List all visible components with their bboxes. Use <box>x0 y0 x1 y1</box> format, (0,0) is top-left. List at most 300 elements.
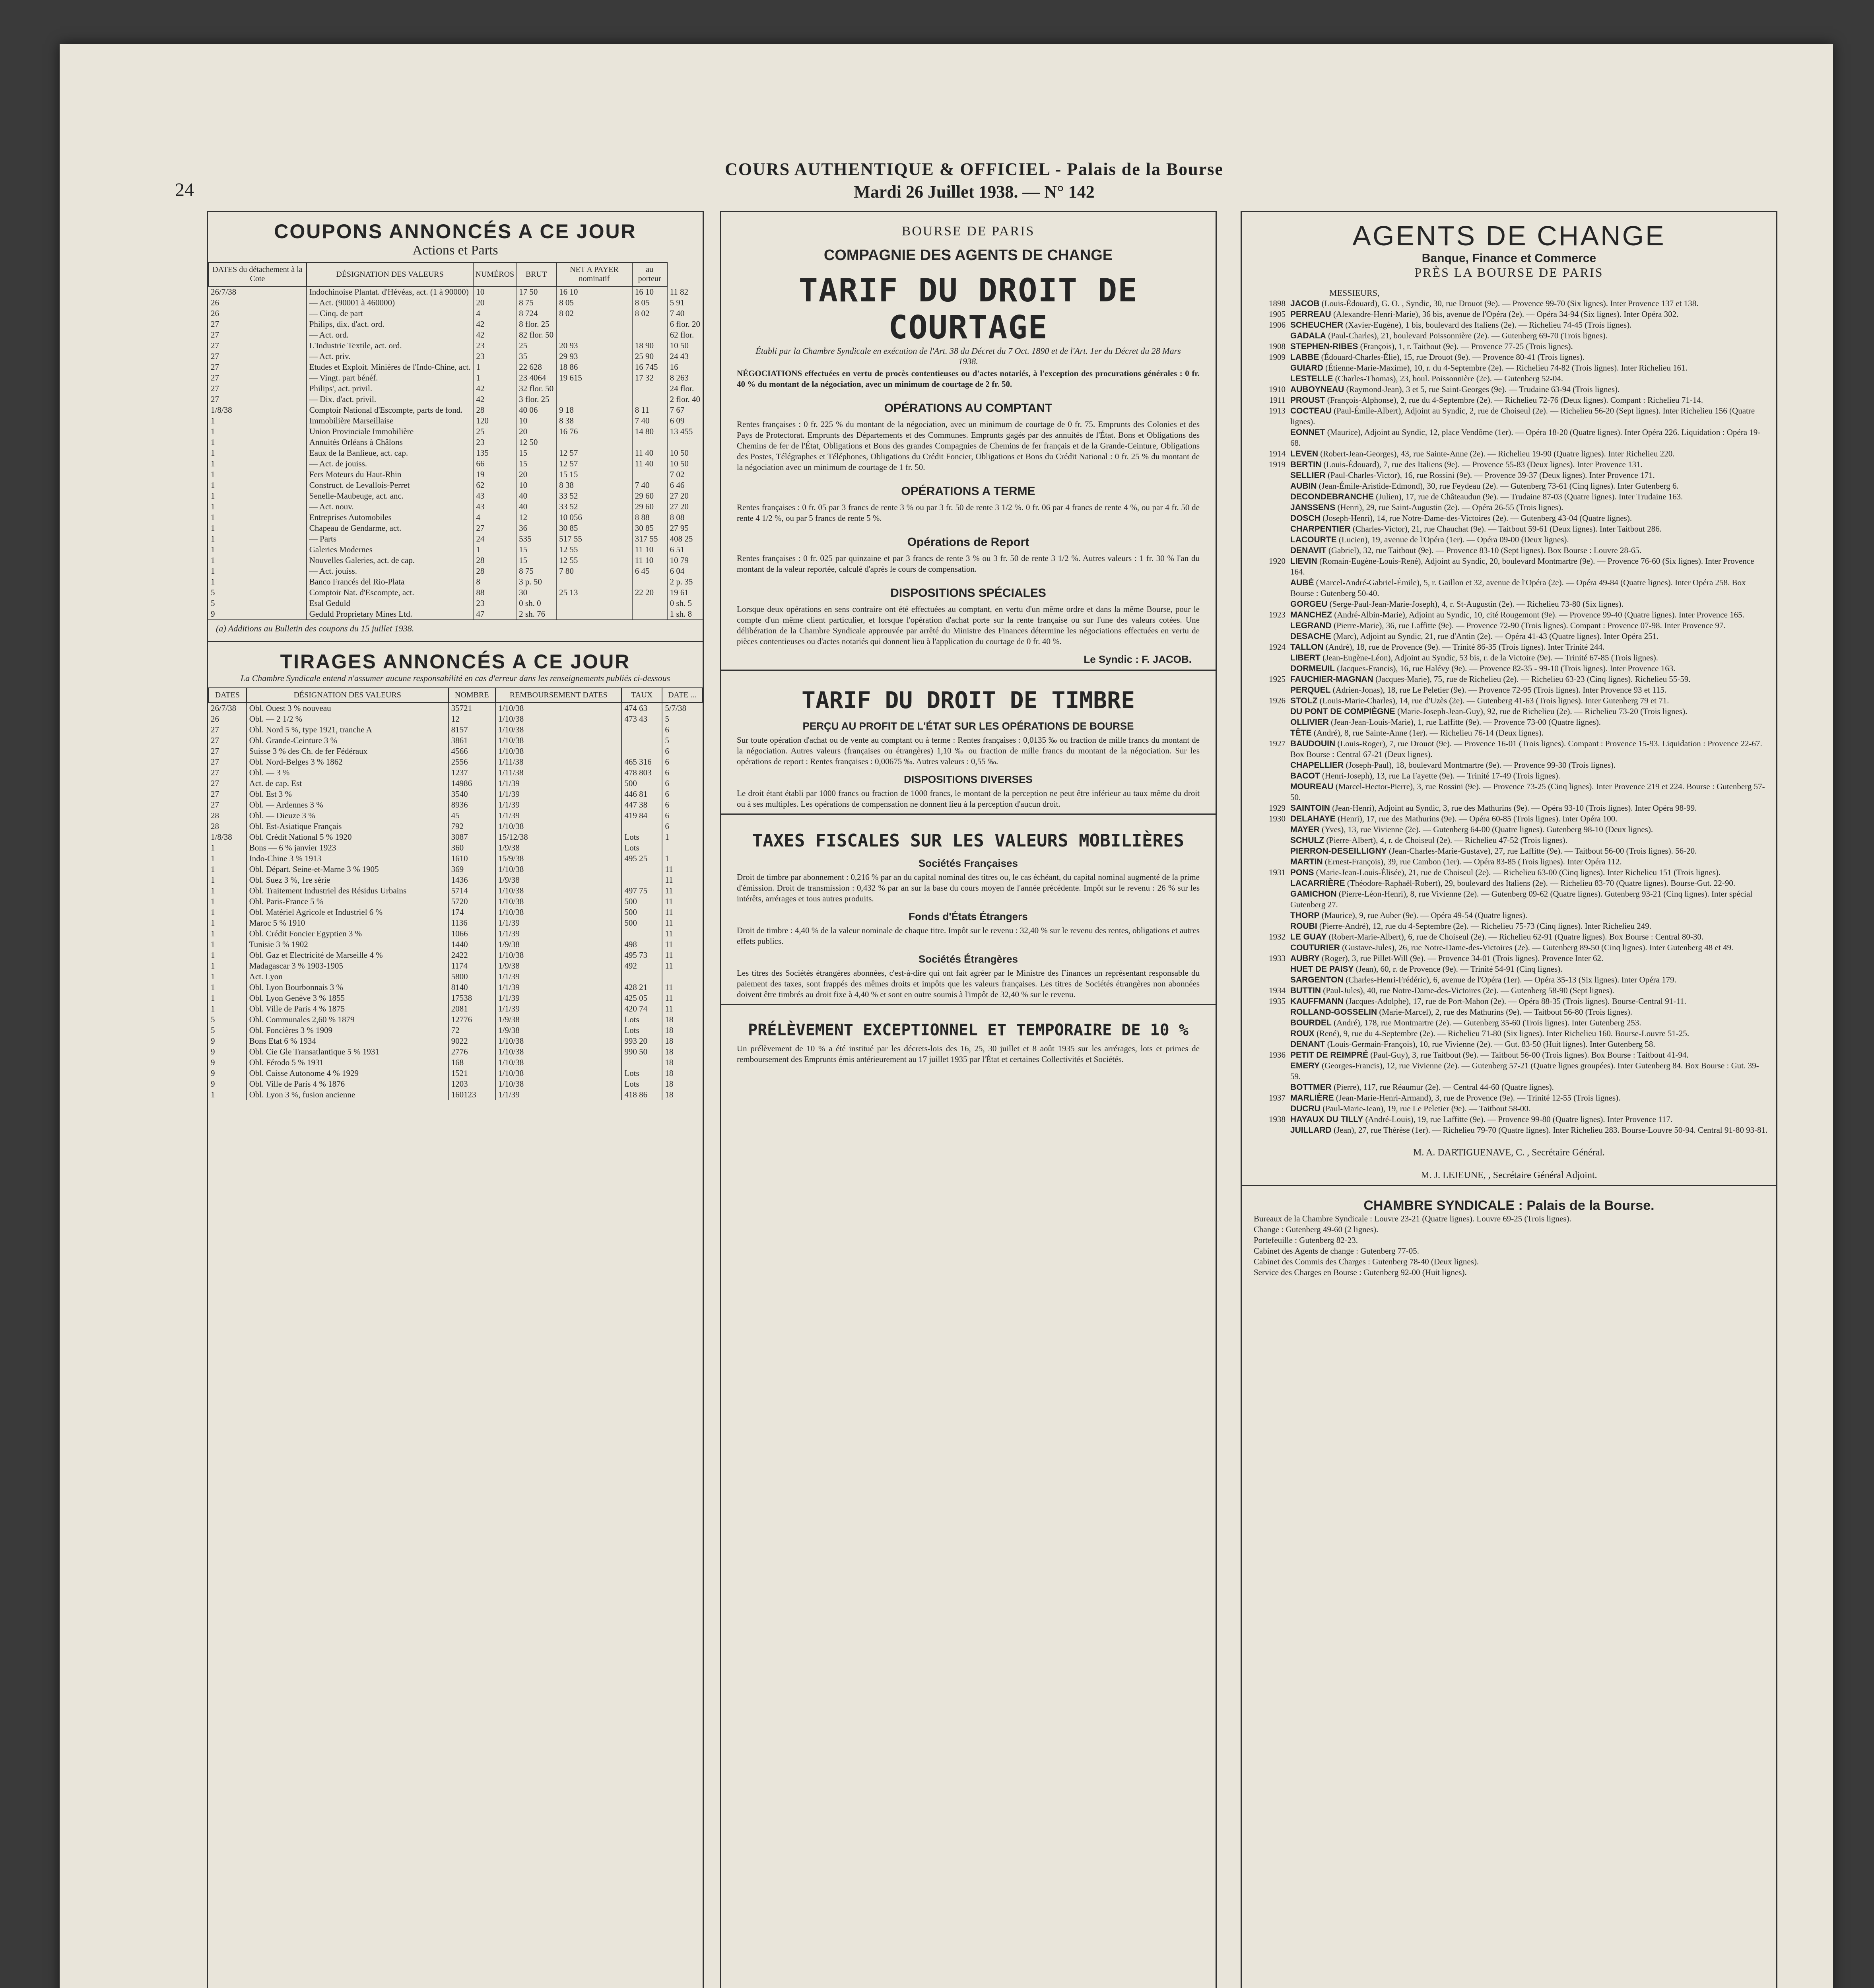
agent-name: AUBOYNEAU <box>1290 385 1344 394</box>
table-cell: 29 60 <box>632 501 667 512</box>
agent-entry <box>1290 1028 1776 1039</box>
table-cell: 1/1/39 <box>495 928 621 939</box>
table-cell: 1 <box>662 832 702 843</box>
agent-entry <box>1290 1060 1776 1082</box>
table-cell: 1 <box>211 427 215 436</box>
agent-year <box>1242 470 1290 481</box>
agent-name: OLLIVIER <box>1290 718 1329 727</box>
table-row <box>208 724 702 735</box>
list-item <box>1242 577 1776 599</box>
list-item <box>1242 448 1776 459</box>
masthead-title: COURS AUTHENTIQUE & OFFICIEL - Palais de la Bourse <box>725 159 1223 179</box>
table-cell: 1/1/39 <box>495 810 621 821</box>
agents-list <box>1242 298 1776 1136</box>
list-item <box>1242 964 1776 975</box>
table-cell: 12 55 <box>556 555 632 566</box>
table-cell: 11 <box>662 907 702 918</box>
table-cell: 465 316 <box>621 757 662 767</box>
table-cell: 12 <box>449 714 496 724</box>
table-cell: — Act. jouiss. <box>307 566 474 577</box>
chambre-line: Service des Charges en Bourse : Gutenberg 92-00 (Huit lignes). <box>1254 1268 1467 1277</box>
agent-entry <box>1290 695 1776 706</box>
table-cell: 135 <box>473 448 516 458</box>
agent-entry <box>1290 309 1776 320</box>
table-cell: Annuités Orléans à Châlons <box>307 437 474 448</box>
table-cell: 5 <box>211 1015 215 1024</box>
table-row <box>208 843 702 853</box>
table-cell: 28 <box>473 555 516 566</box>
table-cell: 990 50 <box>621 1046 662 1057</box>
divider <box>721 670 1216 671</box>
table-cell: — Act. de jouiss. <box>307 458 474 469</box>
list-item <box>1242 706 1776 717</box>
agent-year <box>1242 1007 1290 1017</box>
agent-entry <box>1290 728 1776 738</box>
table-cell: Lots <box>621 843 662 853</box>
table-cell: 27 <box>211 362 219 372</box>
table-row <box>208 1068 702 1079</box>
agent-details: (Jean-Émile-Aristide-Edmond), 30, rue Feydeau (2e). — Gutenberg 73-61 (Cinq lignes). Inter Gutenberg 6. <box>1319 481 1679 491</box>
list-item <box>1242 867 1776 878</box>
table-cell <box>662 843 702 853</box>
table-cell: 419 84 <box>621 810 662 821</box>
table-cell: 17 50 <box>516 286 556 297</box>
table-cell: 1/1/39 <box>495 971 621 982</box>
agent-name: PIERRON-DESEILLIGNY <box>1290 846 1387 856</box>
agent-details: (Robert-Jean-Georges), 43, rue Sainte-Anne (2e). — Richelieu 19-90 (Quatre lignes). Inter Richelieu 220. <box>1320 449 1675 458</box>
table-cell: 29 60 <box>632 491 667 501</box>
table-cell: 7 67 <box>667 405 703 415</box>
agent-name: BOURDEL <box>1290 1018 1332 1027</box>
table-row <box>208 1046 702 1057</box>
table-cell: 418 86 <box>621 1089 662 1100</box>
list-item <box>1242 298 1776 309</box>
table-cell: 35721 <box>449 703 496 714</box>
table-cell: 12 <box>516 512 556 523</box>
table-cell: Obl. Paris-France 5 % <box>247 896 449 907</box>
agent-details: (Charles-Henri-Frédéric), 6, avenue de l'Opéra (1er). — Opéra 35-13 (Six lignes). Inter Opéra 179. <box>1346 975 1676 984</box>
table-cell: 1 <box>211 1004 215 1013</box>
table-cell: 1/10/38 <box>495 746 621 757</box>
table-cell: Obl. Caisse Autonome 4 % 1929 <box>247 1068 449 1079</box>
section-text: Rentes françaises : 0 fr. 05 par 3 francs de rente 3 % ou par 3 fr. 50 de rente 3 1/2 %. 0 fr. 06 par 4 francs de rente 4 %, ou par 4 fr. 50 de rente 4 1/2 %, ou par 5 francs de rente 5 %. <box>737 503 1200 523</box>
agent-name: PERREAU <box>1290 310 1331 319</box>
table-cell: 8157 <box>449 724 496 735</box>
agent-entry <box>1290 470 1776 481</box>
agent-year <box>1242 1125 1290 1136</box>
list-item <box>1242 889 1776 910</box>
agent-details: (Julien), 17, rue de Châteaudun (9e). — Trudaine 87-03 (Quatre lignes). Inter Trudaine 163. <box>1376 492 1683 501</box>
agent-year <box>1242 921 1290 932</box>
courtage-subtitle: Établi par la Chambre Syndicale en exécution de l'Art. 38 du Décret du 7 Oct. 1890 et de l'Art. 1er du Décret du 28 Mars 1938. <box>755 346 1181 366</box>
table-cell: Lots <box>621 1079 662 1089</box>
table-cell: 23 <box>473 340 516 351</box>
agent-name: LEVEN <box>1290 449 1319 458</box>
agent-year: 1908 <box>1269 342 1286 351</box>
agent-details: (Louis-Édouard), G. O. , Syndic, 30, rue Drouot (9e). — Provence 99-70 (Six lignes). Inter Provence 137 et 138. <box>1321 299 1699 308</box>
agent-year <box>1242 975 1290 985</box>
table-row <box>208 448 703 458</box>
agent-details: (Maurice), Adjoint au Syndic, 12, place Vendôme (1er). — Opéra 18-20 (Quatre lignes). Inter Opéra 226. Liquidation : Opéra 19-68. <box>1290 427 1761 448</box>
table-cell: 17 32 <box>632 373 667 383</box>
section-heading: Opérations de Report <box>907 536 1029 549</box>
agent-name: MANCHEZ <box>1290 610 1332 619</box>
table-cell: 1 <box>211 523 215 533</box>
table-cell: 12 55 <box>556 544 632 555</box>
table-cell: 1 <box>211 897 215 906</box>
table-cell: 23 <box>473 437 516 448</box>
list-item <box>1242 985 1776 996</box>
list-item <box>1242 803 1776 813</box>
agent-name: TALLON <box>1290 643 1324 652</box>
table-cell: 1 <box>211 854 215 863</box>
agent-details: (André-Albin-Marie), Adjoint au Syndic, 10, cité Rougemont (9e). — Provence 99-40 (Quatre lignes). Inter Provence 165. <box>1334 610 1744 619</box>
table-cell: 42 <box>473 319 516 330</box>
list-item <box>1242 320 1776 330</box>
agent-details: (Louis-Roger), 7, rue Drouot (9e). — Provence 16-01 (Trois lignes). Compant : Provence 15-93. Liquidation : Provence 22-67. Box Bourse : Central 67-21 (Deux lignes). <box>1290 739 1762 759</box>
agent-details: (Pierre-Marie), 36, rue Laffitte (9e). — Provence 72-90 (Trois lignes). Compant : Provence 07-98. Inter Provence 97. <box>1334 621 1726 630</box>
table-row <box>208 875 702 885</box>
column-header: DATES du détachement à la Cote <box>208 262 307 286</box>
agent-year <box>1242 824 1290 835</box>
agent-name: STEPHEN-RIBES <box>1290 342 1358 351</box>
table-cell: 1/10/38 <box>495 1057 621 1068</box>
table-cell: 7 40 <box>632 415 667 426</box>
table-cell <box>621 1057 662 1068</box>
table-cell: Obl. — Ardennes 3 % <box>247 800 449 810</box>
table-cell: 72 <box>449 1025 496 1036</box>
table-cell: 1 <box>211 907 215 917</box>
table-cell <box>621 875 662 885</box>
table-cell: 1/9/38 <box>495 843 621 853</box>
table-row <box>208 703 702 714</box>
table-cell: 498 <box>621 939 662 950</box>
list-item <box>1242 642 1776 652</box>
agent-year <box>1242 1017 1290 1028</box>
list-item <box>1242 610 1776 620</box>
table-cell: Eaux de la Banlieue, act. cap. <box>307 448 474 458</box>
table-cell: 15 <box>516 555 556 566</box>
courtage-title: TARIF DU DROIT DE COURTAGE <box>798 272 1138 346</box>
agent-year <box>1242 502 1290 513</box>
list-item <box>1242 373 1776 384</box>
table-cell: 3087 <box>449 832 496 843</box>
agent-entry <box>1290 610 1776 620</box>
agent-entry <box>1290 481 1776 491</box>
table-row <box>208 767 702 778</box>
table-cell: 6 51 <box>667 544 703 555</box>
table-cell: 1 <box>211 545 215 554</box>
agent-name: BERTIN <box>1290 460 1322 469</box>
table-cell: 12 57 <box>556 448 632 458</box>
table-cell: 3 flor. 25 <box>516 394 556 405</box>
table-row <box>208 544 703 555</box>
table-cell: Obl. Départ. Seine-et-Marne 3 % 1905 <box>247 864 449 875</box>
table-cell: 1 <box>211 972 215 981</box>
agent-name: HAYAUX DU TILLY <box>1290 1115 1363 1124</box>
agent-name: PROUST <box>1290 396 1325 405</box>
agent-name: FAUCHIER-MAGNAN <box>1290 675 1373 684</box>
table-row <box>208 1025 702 1036</box>
agent-year: 1925 <box>1269 674 1286 684</box>
list-item <box>1242 856 1776 867</box>
list-item <box>1242 427 1776 448</box>
table-cell: 1 <box>211 513 215 522</box>
courtage-signature: Le Syndic : F. JACOB. <box>1084 653 1192 665</box>
table-cell: 27 20 <box>667 491 703 501</box>
table-cell: 27 <box>211 341 219 350</box>
agent-name: PONS <box>1290 868 1314 877</box>
table-cell: 2081 <box>449 1004 496 1014</box>
table-cell: 27 <box>211 725 219 734</box>
table-cell: 1/11/38 <box>495 767 621 778</box>
table-cell: 25 <box>516 340 556 351</box>
column-header: TAUX <box>621 688 662 703</box>
table-cell: 16 745 <box>632 362 667 373</box>
table-cell: 28 <box>473 405 516 415</box>
table-row <box>208 362 703 373</box>
prelevement-text: Un prélèvement de 10 % a été institué par les décrets-lois des 16, 25, 30 juillet et 8 août 1935 sur les arrérages, lots et primes de remboursement des Emprunts émis antérieurement au 17 juillet 1935 par l'État et certaines Collectivités et Sociétés. <box>737 1044 1200 1064</box>
table-row <box>208 319 703 330</box>
table-row <box>208 373 703 383</box>
table-cell: 1136 <box>449 918 496 928</box>
company-heading: COMPAGNIE DES AGENTS DE CHANGE <box>823 247 1113 264</box>
agent-name: DORMEUIL <box>1290 664 1335 673</box>
agent-entry <box>1290 502 1776 513</box>
agent-entry <box>1290 448 1776 459</box>
agent-details: (Adrien-Jonas), 18, rue Le Peletier (9e). — Provence 72-95 (Trois lignes). Inter Provence 93 et 115. <box>1332 685 1667 695</box>
table-cell <box>621 821 662 832</box>
agent-year: 1906 <box>1269 320 1286 330</box>
table-cell: 6 <box>662 821 702 832</box>
table-cell: 1 <box>211 448 215 458</box>
table-cell: 27 <box>211 394 219 404</box>
table-cell: 1/1/39 <box>495 982 621 993</box>
timbre-subtitle: PERÇU AU PROFIT DE L'ÉTAT SUR LES OPÉRATIONS DE BOURSE <box>802 720 1134 732</box>
agent-name: DENANT <box>1290 1040 1325 1049</box>
table-cell: 12776 <box>449 1014 496 1025</box>
table-cell: Indochinoise Plantat. d'Hévéas, act. (1 à 90000) <box>307 286 474 297</box>
table-cell: 6 46 <box>667 480 703 491</box>
table-cell: Chapeau de Gendarme, act. <box>307 523 474 534</box>
table-cell: Lots <box>621 1025 662 1036</box>
table-cell <box>621 928 662 939</box>
agent-name: SCHEUCHER <box>1290 320 1344 330</box>
table-cell: Maroc 5 % 1910 <box>247 918 449 928</box>
agent-details: (Marie-Marcel), 2, rue des Mathurins (9e). — Taitbout 56-80 (Trois lignes). <box>1379 1007 1632 1017</box>
table-cell: 317 55 <box>632 534 667 544</box>
agent-year: 1920 <box>1269 556 1286 566</box>
table-cell: Obl. Communales 2,60 % 1879 <box>247 1014 449 1025</box>
agent-year: 1926 <box>1269 696 1286 705</box>
table-cell: 792 <box>449 821 496 832</box>
taxes-s3-text: Les titres des Sociétés étrangères abonnées, c'est-à-dire qui ont fait agréer par le Ministre des Finances un représentant responsable du paiement des taxes, sont frappés des mêmes droits et impôts que les valeurs françaises. Les titres de Sociétés étrangères non abonnées doivent être timbrés au droit fixe à 4,40 % et sont en outre soumis à l'impôt de 32,40 % sur le revenu. <box>737 968 1200 999</box>
table-cell: 10 056 <box>556 512 632 523</box>
agent-entry <box>1290 674 1776 685</box>
agent-name: SAINTOIN <box>1290 804 1330 813</box>
agents-pres: PRÈS LA BOURSE DE PARIS <box>1414 265 1604 280</box>
list-item <box>1242 781 1776 803</box>
table-cell: L'Industrie Textile, act. ord. <box>307 340 474 351</box>
courtage-intro: NÉGOCIATIONS effectuées en vertu de procès contentieuses ou d'actes notariés, à l'exception des procurations générales : 0 fr. 40 % du montant de la négociation, avec un minimum de courtage de 2 fr. 50. <box>737 369 1200 389</box>
agent-entry <box>1290 813 1776 824</box>
table-cell: 6 <box>662 767 702 778</box>
table-cell: 10 79 <box>667 555 703 566</box>
list-item <box>1242 1093 1776 1103</box>
table-cell: 8 724 <box>516 308 556 319</box>
table-cell: 18 <box>662 1014 702 1025</box>
coupons-title: COUPONS ANNONCÉS A CE JOUR <box>274 220 637 243</box>
agent-year <box>1242 620 1290 631</box>
table-cell: 6 04 <box>667 566 703 577</box>
table-cell: 10 <box>473 286 516 297</box>
masthead-date: Mardi 26 Juillet 1938. — N° 142 <box>854 182 1095 202</box>
table-cell: 1/1/39 <box>495 800 621 810</box>
table-cell: 1 <box>211 843 215 852</box>
list-item <box>1242 695 1776 706</box>
table-cell: 23 4064 <box>516 373 556 383</box>
agent-year <box>1242 330 1290 341</box>
table-cell: Geduld Proprietary Mines Ltd. <box>307 609 474 619</box>
agent-name: CHARPENTIER <box>1290 524 1351 534</box>
agent-entry <box>1290 599 1776 610</box>
divider <box>721 1004 1216 1005</box>
table-row <box>208 598 703 609</box>
table-row <box>208 918 702 928</box>
table-cell: 1/9/38 <box>495 875 621 885</box>
table-cell: Obl. Grande-Ceinture 3 % <box>247 735 449 746</box>
table-row <box>208 950 702 961</box>
agent-year: 1913 <box>1269 406 1286 415</box>
table-row <box>208 821 702 832</box>
agent-details: (Joseph-Paul), 18, boulevard Montmartre (9e). — Provence 99-30 (Trois lignes). <box>1346 760 1616 770</box>
agent-name: TÊTE <box>1290 728 1312 738</box>
agent-entry <box>1290 781 1776 803</box>
table-cell: 18 <box>662 1036 702 1046</box>
table-cell: Union Provinciale Immobilière <box>307 426 474 437</box>
agent-year <box>1242 631 1290 642</box>
table-cell: 8 88 <box>632 512 667 523</box>
agent-entry <box>1290 921 1776 932</box>
agent-entry <box>1290 942 1776 953</box>
table-cell: 1 <box>662 853 702 864</box>
table-cell: 11 40 <box>632 448 667 458</box>
agent-details: (Jacques-Francis), 16, rue Halévy (9e). — Provence 82-35 - 99-10 (Trois lignes). Inter Provence 163. <box>1337 664 1676 673</box>
agent-entry <box>1290 803 1776 813</box>
agent-details: (André), 178, rue Montmartre (2e). — Gutenberg 35-60 (Trois lignes). Inter Gutenberg 253. <box>1334 1018 1641 1027</box>
agent-details: (Jean-Eugène-Léon), Adjoint au Syndic, 53 bis, r. de la Victoire (9e). — Trinité 67-85 (Trois lignes). <box>1322 653 1658 662</box>
table-cell: 1 <box>211 929 215 938</box>
table-cell: 1 <box>211 491 215 501</box>
table-cell: 9 18 <box>556 405 632 415</box>
table-cell: 1 <box>211 566 215 576</box>
chambre-line: Portefeuille : Gutenberg 82-23. <box>1254 1235 1358 1245</box>
chambre-line: Cabinet des Commis des Charges : Gutenberg 78-40 (Deux lignes). <box>1254 1257 1479 1266</box>
agent-entry <box>1290 524 1776 534</box>
table-row <box>208 971 702 982</box>
table-cell: 15 <box>516 458 556 469</box>
agent-details: (Paul-Charles-Victor), 16, rue Rossini (9e). — Provence 39-37 (Deux lignes). Inter Provence 171. <box>1327 470 1655 480</box>
table-cell: Obl. Suez 3 %, 1re série <box>247 875 449 885</box>
table-cell: 1/10/38 <box>495 821 621 832</box>
list-item <box>1242 406 1776 427</box>
table-cell: 66 <box>473 458 516 469</box>
agent-details: (Lucien), 19, avenue de l'Opéra (1er). — Opéra 09-00 (Deux lignes). <box>1338 535 1569 544</box>
table-cell: 9 <box>211 609 215 619</box>
table-cell: 1 <box>211 470 215 479</box>
list-item <box>1242 502 1776 513</box>
section-heading: DISPOSITIONS SPÉCIALES <box>890 586 1046 600</box>
table-cell: 1 <box>211 864 215 874</box>
table-cell: 42 <box>473 330 516 340</box>
agent-entry <box>1290 373 1776 384</box>
list-item <box>1242 835 1776 846</box>
table-cell: 1/10/38 <box>495 714 621 724</box>
table-cell: Lots <box>621 832 662 843</box>
agent-year <box>1242 942 1290 953</box>
list-item <box>1242 878 1776 889</box>
table-cell: 32 flor. 50 <box>516 383 556 394</box>
table-row <box>208 1079 702 1089</box>
masthead <box>676 159 1272 202</box>
list-item <box>1242 813 1776 824</box>
table-cell: 24 <box>473 534 516 544</box>
table-cell: 0 sh. 0 <box>516 598 556 609</box>
table-cell: 5800 <box>449 971 496 982</box>
agent-name: ROLLAND-GOSSELIN <box>1290 1008 1377 1017</box>
table-cell: — Parts <box>307 534 474 544</box>
table-cell: 11 <box>662 896 702 907</box>
agent-entry <box>1290 1017 1776 1028</box>
agent-year <box>1242 1039 1290 1050</box>
agent-details: (André), 8, rue Sainte-Anne (1er). — Richelieu 76-14 (Deux lignes). <box>1313 728 1544 738</box>
agent-entry <box>1290 824 1776 835</box>
agent-details: (Pierre-André), 12, rue du 4-Septembre (2e). — Richelieu 75-73 (Cinq lignes). Inter Richelieu 249. <box>1319 921 1652 931</box>
agent-details: (François), 1, r. Taitbout (9e). — Provence 77-25 (Trois lignes). <box>1360 342 1573 351</box>
table-cell: 33 52 <box>556 491 632 501</box>
agent-year <box>1242 491 1290 502</box>
table-cell: 1436 <box>449 875 496 885</box>
taxes-s2-text: Droit de timbre : 4,40 % de la valeur nominale de chaque titre. Impôt sur le revenu : 32,40 % sur le revenu des rentes, obligations et autres effets publics. <box>737 926 1200 946</box>
agent-details: (Marcel-André-Gabriel-Émile), 5, r. Gaillon et 32, avenue de l'Opéra (2e). — Opéra 49-84 (Quatre lignes). Inter Opéra 258. Box Bourse : Gutenberg 50-40. <box>1290 578 1746 598</box>
table-cell: 40 06 <box>516 405 556 415</box>
agent-entry <box>1290 932 1776 942</box>
table-cell: Immobilière Marseillaise <box>307 415 474 426</box>
agent-details: (Ernest-François), 39, rue Cambon (1er). — Opéra 83-85 (Trois lignes). Inter Opéra 112. <box>1324 857 1622 866</box>
table-row <box>208 853 702 864</box>
agent-name: DELAHAYE <box>1290 814 1336 823</box>
table-row <box>208 437 703 448</box>
table-cell: 27 20 <box>667 501 703 512</box>
agent-year <box>1242 717 1290 728</box>
table-cell: 1 <box>211 961 215 971</box>
table-cell: 1 <box>211 437 215 447</box>
table-cell: 478 803 <box>621 767 662 778</box>
table-cell: 20 <box>516 469 556 480</box>
list-item <box>1242 771 1776 781</box>
table-cell: 1/10/38 <box>495 885 621 896</box>
table-cell: 8 flor. 25 <box>516 319 556 330</box>
table-cell: 7 80 <box>556 566 632 577</box>
table-cell: 10 <box>516 415 556 426</box>
agent-entry <box>1290 341 1776 352</box>
table-cell: 26/7/38 <box>211 287 237 297</box>
table-cell: 43 <box>473 491 516 501</box>
table-cell: Banco Francés del Rio-Plata <box>307 577 474 587</box>
table-cell: 10 50 <box>667 340 703 351</box>
bourse-heading: BOURSE DE PARIS <box>901 224 1035 239</box>
agent-name: JANSSENS <box>1290 503 1336 512</box>
